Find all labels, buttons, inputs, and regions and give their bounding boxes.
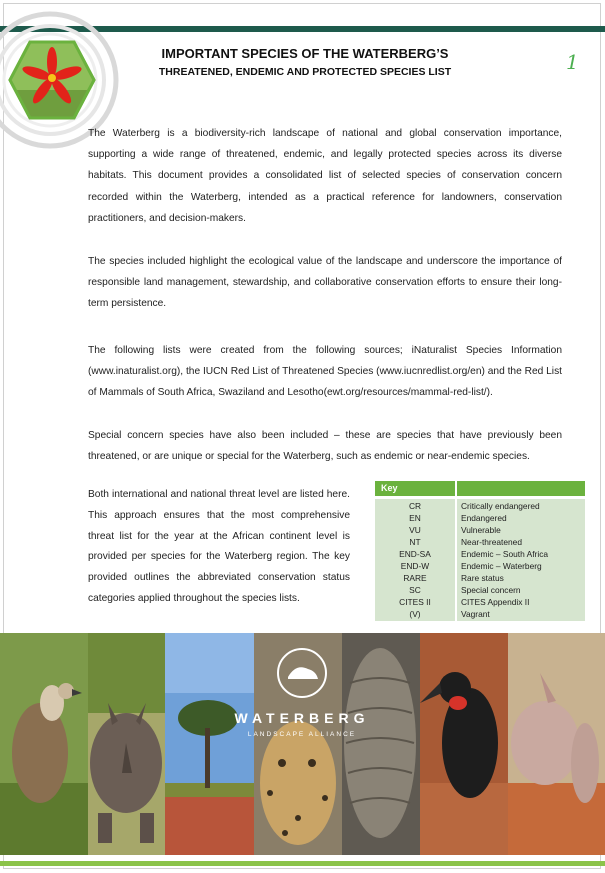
vulture-photo xyxy=(0,633,88,855)
key-description: Rare status xyxy=(461,573,504,583)
flower-hexagon-image xyxy=(8,40,96,120)
key-description: Endangered xyxy=(461,513,507,523)
key-description: Near-threatened xyxy=(461,537,522,547)
key-header-cell xyxy=(375,481,455,496)
key-description: Vulnerable xyxy=(461,525,501,535)
page-title: IMPORTANT SPECIES OF THE WATERBERG’S xyxy=(161,46,449,61)
key-code: SC xyxy=(409,585,421,595)
bottom-bar xyxy=(0,861,605,866)
key-code: END-W xyxy=(400,561,430,571)
page-number: 1 xyxy=(566,50,579,74)
key-header-label: Key xyxy=(381,483,398,493)
key-code: VU xyxy=(409,525,421,535)
aardvark-photo xyxy=(508,633,605,855)
acacia-tree-photo xyxy=(165,633,254,855)
species-paragraph: The species included highlight the ecological value of the landscape and underscore the importance of responsible land management, stewardship, and collaborative conservation efforts to ensure their long-term persistence. xyxy=(88,256,562,310)
rhino-photo xyxy=(88,633,165,855)
sources-paragraph: The following lists were created from the following sources; iNaturalist Species Information (www.inaturalist.org), the IUCN Red List of Threatened Species (www.iucnredlist.org/en) and the Red List of Mammals of South Africa, Swaziland and Lesotho(ewt.org/resources/mammal-red-list/). xyxy=(88,345,562,399)
special-concern-paragraph: Special concern species have also been included – these are species that have previously been threatened, or are unique or special for the Waterberg, such as endemic or near-endemic species. xyxy=(88,430,562,463)
key-code: NT xyxy=(409,537,421,547)
wildlife-photo-collage xyxy=(0,633,605,855)
pangolin-photo xyxy=(342,633,420,855)
key-descriptions-column xyxy=(457,499,585,621)
ground-hornbill-photo xyxy=(420,633,508,855)
leopard-photo xyxy=(254,633,342,855)
key-code: CR xyxy=(408,501,422,511)
key-code: (V) xyxy=(409,609,421,619)
key-header-blank xyxy=(457,481,585,496)
key-code: RARE xyxy=(403,573,427,583)
key-description: Endemic – Waterberg xyxy=(461,561,542,571)
key-codes-column xyxy=(375,499,455,621)
key-code: END-SA xyxy=(399,549,431,559)
key-description: Critically endangered xyxy=(461,501,540,511)
key-code: CITES II xyxy=(399,597,431,607)
logo-name: WATERBERG xyxy=(234,710,370,726)
key-description: Vagrant xyxy=(461,609,490,619)
intro-paragraph: The Waterberg is a biodiversity-rich landscape of national and global conservation importance, supporting a wide range of threatened, endemic, and legally protected species across its diverse habitats. This document provides a consolidated list of selected species of conservation concern recorded within the Waterberg, intended as a practical reference for landowners, conservation practitioners, and decision-makers. xyxy=(88,128,562,224)
key-description: CITES Appendix II xyxy=(461,597,530,607)
page-subtitle: THREATENED, ENDEMIC AND PROTECTED SPECIES LIST xyxy=(158,66,452,78)
logo-tagline: LANDSCAPE ALLIANCE xyxy=(247,731,357,738)
key-description: Endemic – South Africa xyxy=(461,549,549,559)
key-description: Special concern xyxy=(461,585,521,595)
threat-level-paragraph: Both international and national threat level are listed here. This approach ensures that the most comprehensive threat list for the year at the African continent level is provided per species for the Waterberg region. The key provided outlines the abbreviated conservation status categories applied throughout the species lists. xyxy=(88,489,350,604)
key-code: EN xyxy=(409,513,421,523)
